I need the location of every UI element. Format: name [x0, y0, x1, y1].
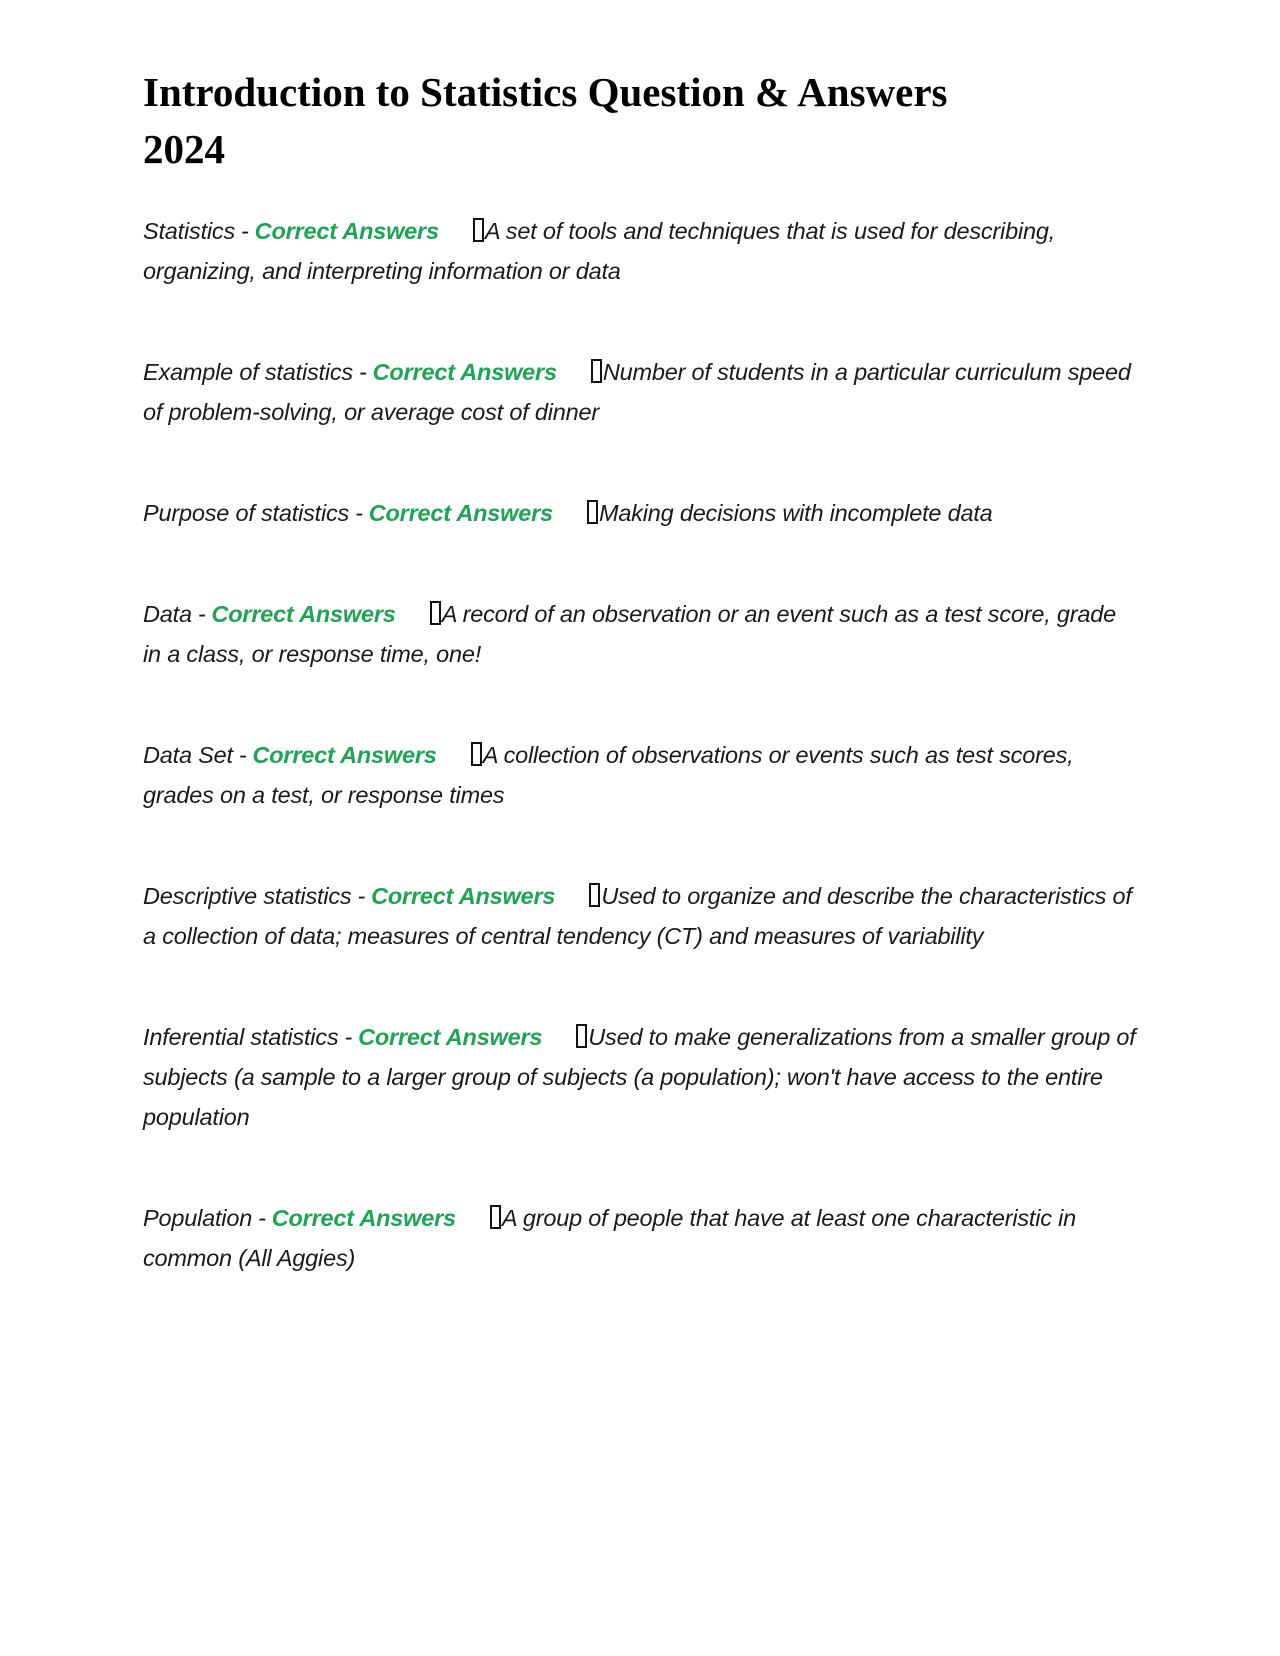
correct-answers-label: Correct Answers	[271, 1204, 456, 1231]
qa-term: Population	[143, 1204, 253, 1231]
qa-list	[143, 211, 1140, 1278]
qa-item	[143, 594, 1140, 674]
qa-term: Purpose of statistics	[143, 499, 350, 526]
qa-item	[143, 1198, 1140, 1278]
qa-answer: Number of students in a particular curriculum speed of problem-solving, or average cost of dinner	[143, 358, 1131, 425]
qa-answer: A group of people that have at least one characteristic in common (All Aggies)	[143, 1204, 1077, 1271]
qa-separator: -	[197, 600, 206, 627]
qa-separator: -	[344, 1023, 353, 1050]
qa-term: Inferential statistics	[143, 1023, 339, 1050]
correct-answers-label: Correct Answers	[211, 600, 396, 627]
missing-glyph-box-icon	[576, 1024, 587, 1048]
correct-answers-label: Correct Answers	[254, 217, 439, 244]
qa-item	[143, 211, 1140, 291]
qa-answer: Making decisions with incomplete data	[598, 499, 993, 526]
missing-glyph-box-icon	[490, 1205, 501, 1229]
qa-separator: -	[359, 358, 367, 385]
qa-separator: -	[357, 882, 366, 909]
qa-separator: -	[241, 217, 249, 244]
qa-answer: Used to make generalizations from a smaller group of subjects (a sample to a larger group of subjects (a population); won't have access to the entire population	[143, 1023, 1136, 1130]
correct-answers-label: Correct Answers	[358, 1023, 543, 1050]
qa-answer: Used to organize and describe the characteristics of a collection of data; measures of central tendency (CT) and measures of variability	[143, 882, 1132, 949]
correct-answers-label: Correct Answers	[368, 499, 553, 526]
correct-answers-label: Correct Answers	[252, 741, 437, 768]
qa-item	[143, 493, 1140, 533]
qa-answer: A set of tools and techniques that is used for describing, organizing, and interpreting information or data	[143, 217, 1056, 284]
qa-separator: -	[355, 499, 363, 526]
qa-separator: -	[258, 1204, 266, 1231]
qa-item	[143, 1017, 1140, 1137]
qa-term: Statistics	[143, 217, 236, 244]
correct-answers-label: Correct Answers	[372, 358, 557, 385]
missing-glyph-box-icon	[589, 883, 600, 907]
qa-term: Descriptive statistics	[143, 882, 352, 909]
missing-glyph-box-icon	[587, 500, 598, 524]
qa-term: Data	[143, 600, 192, 627]
missing-glyph-box-icon	[473, 218, 484, 242]
qa-item	[143, 352, 1140, 432]
page-title: Introduction to Statistics Question & Answers 2024	[143, 69, 948, 173]
qa-term: Example of statistics	[143, 358, 353, 385]
qa-answer: A record of an observation or an event such as a test score, grade in a class, or response time, one!	[143, 600, 1117, 667]
qa-item	[143, 735, 1140, 815]
missing-glyph-box-icon	[471, 742, 482, 766]
qa-separator: -	[238, 741, 247, 768]
missing-glyph-box-icon	[430, 601, 441, 625]
qa-item	[143, 876, 1140, 956]
qa-term: Data Set	[143, 741, 233, 768]
qa-answer: A collection of observations or events such as test scores, grades on a test, or response times	[143, 741, 1074, 808]
correct-answers-label: Correct Answers	[371, 882, 556, 909]
missing-glyph-box-icon	[591, 359, 602, 383]
